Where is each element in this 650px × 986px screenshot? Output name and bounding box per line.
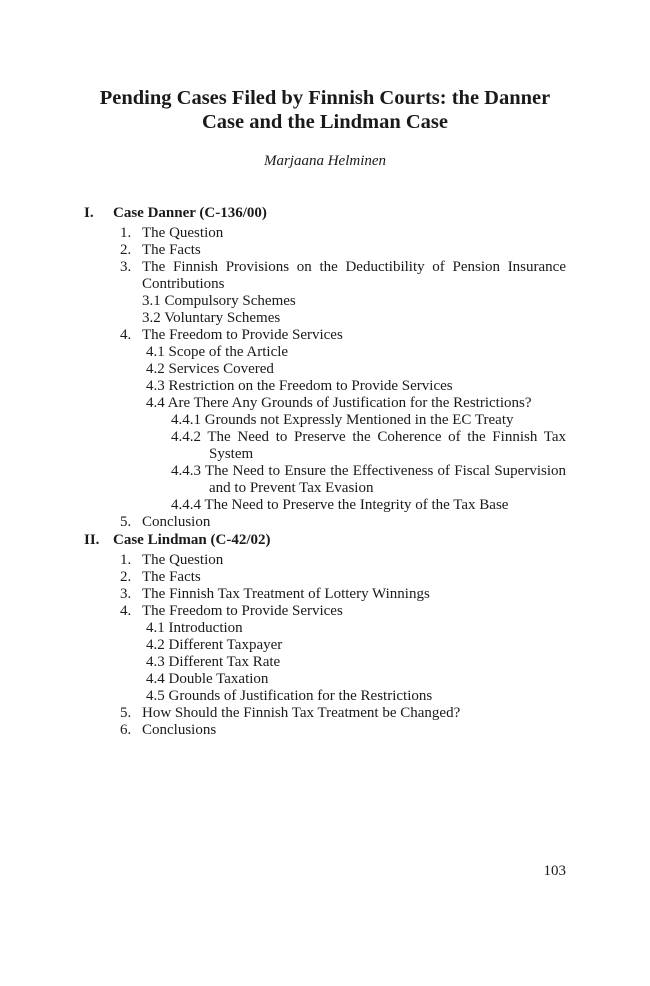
entry-title: The Question bbox=[142, 552, 224, 568]
toc-entry bbox=[120, 722, 566, 739]
section-number: II. bbox=[84, 532, 100, 548]
section-items bbox=[120, 552, 566, 739]
entry-number: 2. bbox=[120, 242, 132, 258]
entry-number: 1. bbox=[120, 225, 132, 241]
toc-entry bbox=[120, 225, 566, 242]
table-of-contents bbox=[84, 204, 566, 739]
section-title: Case Lindman (C-42/02) bbox=[113, 532, 271, 548]
toc-subsubentry: 4.4.2 The Need to Preserve the Coherence of the Finnish Tax System bbox=[171, 429, 566, 462]
entry-title: The Facts bbox=[142, 569, 201, 585]
section-title: Case Danner (C-136/00) bbox=[113, 205, 267, 221]
chapter-title: Pending Cases Filed by Finnish Courts: the Danner Case and the Lindman Case bbox=[99, 87, 551, 133]
toc-subentry: 4.2 Different Taxpayer bbox=[146, 637, 283, 653]
entry-title: The Freedom to Provide Services bbox=[142, 327, 343, 343]
toc-subentry: 4.3 Restriction on the Freedom to Provide Services bbox=[146, 378, 453, 394]
toc-subsubentry: 4.4.4 The Need to Preserve the Integrity of the Tax Base bbox=[171, 497, 509, 513]
entry-title: The Finnish Provisions on the Deductibility of Pension Insurance Contributions bbox=[142, 259, 566, 292]
toc-entry bbox=[120, 552, 566, 569]
entry-number: 3. bbox=[120, 586, 132, 602]
toc-subsubentry: 4.4.1 Grounds not Expressly Mentioned in the EC Treaty bbox=[171, 412, 514, 428]
section-heading bbox=[84, 532, 566, 549]
toc-subsubentry: 4.4.3 The Need to Ensure the Effectiveness of Fiscal Supervision and to Prevent Tax Evasion bbox=[171, 463, 566, 496]
toc-entry bbox=[120, 327, 566, 344]
page-number: 103 bbox=[543, 863, 566, 879]
entry-title: Conclusion bbox=[142, 514, 211, 530]
entry-number: 4. bbox=[120, 327, 132, 343]
toc-subentry: 3.1 Compulsory Schemes bbox=[142, 293, 296, 309]
toc-entry bbox=[120, 259, 566, 293]
toc-entry bbox=[120, 242, 566, 259]
entry-title: How Should the Finnish Tax Treatment be Changed? bbox=[142, 705, 461, 721]
toc-subentry: 4.5 Grounds of Justification for the Restrictions bbox=[146, 688, 433, 704]
toc-subentry: 4.2 Services Covered bbox=[146, 361, 274, 377]
entry-title: The Question bbox=[142, 225, 224, 241]
toc-entry bbox=[120, 586, 566, 603]
entry-number: 2. bbox=[120, 569, 132, 585]
toc-entry bbox=[120, 514, 566, 531]
toc-subentry: 4.4 Are There Any Grounds of Justification for the Restrictions? bbox=[146, 395, 532, 411]
toc-subentry: 4.4 Double Taxation bbox=[146, 671, 269, 687]
toc-subentry: 4.3 Different Tax Rate bbox=[146, 654, 281, 670]
toc-subentry: 4.1 Scope of the Article bbox=[146, 344, 289, 360]
section-items bbox=[120, 225, 566, 531]
entry-number: 5. bbox=[120, 514, 132, 530]
toc-entry bbox=[120, 705, 566, 722]
entry-title: Conclusions bbox=[142, 722, 217, 738]
toc-subentry: 4.1 Introduction bbox=[146, 620, 243, 636]
entry-title: The Freedom to Provide Services bbox=[142, 603, 343, 619]
section-number: I. bbox=[84, 205, 94, 221]
entry-number: 1. bbox=[120, 552, 132, 568]
toc-entry bbox=[120, 603, 566, 620]
section-heading bbox=[84, 205, 566, 222]
toc-entry bbox=[120, 569, 566, 586]
toc-subentry: 3.2 Voluntary Schemes bbox=[142, 310, 281, 326]
entry-number: 4. bbox=[120, 603, 132, 619]
entry-number: 6. bbox=[120, 722, 132, 738]
entry-number: 3. bbox=[120, 259, 132, 275]
entry-number: 5. bbox=[120, 705, 132, 721]
entry-title: The Facts bbox=[142, 242, 201, 258]
entry-title: The Finnish Tax Treatment of Lottery Winnings bbox=[142, 586, 430, 602]
author-name: Marjaana Helminen bbox=[263, 153, 387, 169]
